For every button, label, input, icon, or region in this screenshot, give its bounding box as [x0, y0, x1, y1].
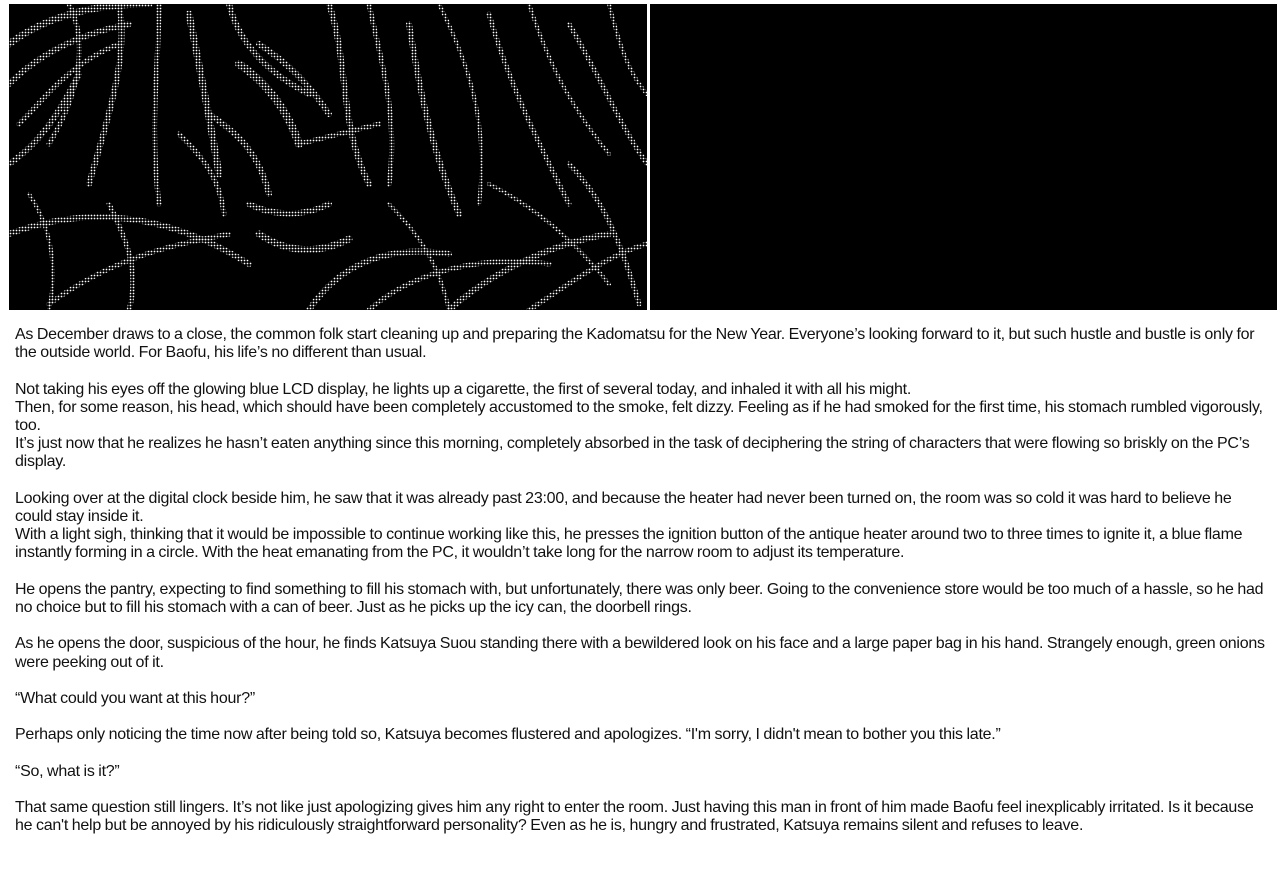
- story-paragraph: Looking over at the digital clock beside him, he saw that it was already past 23:00, and because the heater had never been turned on, the room was so cold it was hard to believe he could stay inside it.: [15, 489, 1232, 525]
- story-paragraph: Perhaps only noticing the time now after being told so, Katsuya becomes flustered and apologizes. “I'm sorry, I didn't mean to bother you this late.”: [15, 726, 1001, 744]
- story-paragraph: With a light sigh, thinking that it would be impossible to continue working like this, he presses the ignition button of the antique heater around two to three times to ignite it, a blue flame instantly forming in a circle. With the heat emanating from the PC, it wouldn’t take long for the narrow room to adjust its temperature.: [15, 526, 1243, 562]
- story-paragraph: That same question still lingers. It’s not like just apologizing gives him any right to enter the room. Just having this man in front of him made Baofu feel inexplicably irritated. Is it because he can't help but be annoyed by his ridiculously straightforward personality? Even as he is, hungry and frustrated, Katsuya remains silent and refuses to leave.: [15, 799, 1254, 835]
- dialogue-line: “What could you want at this hour?”: [15, 689, 255, 707]
- illustration-panels: [9, 4, 1277, 310]
- story-paragraph: As he opens the door, suspicious of the hour, he finds Katsuya Suou standing there with a bewildered look on his face and a large paper bag in his hand. Strangely enough, green onions were peeking out of it.: [15, 635, 1265, 671]
- dialogue-line: “So, what is it?”: [15, 762, 120, 780]
- story-paragraph: Not taking his eyes off the glowing blue LCD display, he lights up a cigarette, the first of several today, and inhaled it with all his might.: [15, 380, 912, 398]
- story-paragraph: He opens the pantry, expecting to find something to fill his stomach with, but unfortunately, there was only beer. Going to the convenience store would be too much of a hassle, so he had no choice but to fill his stomach with a can of beer. Just as he picks up the icy can, the doorbell rings.: [15, 580, 1264, 616]
- story-text: [15, 326, 1271, 836]
- story-paragraph: It’s just now that he realizes he hasn’t eaten anything since this morning, completely absorbed in the task of deciphering the string of characters that were flowing so briskly on the PC’s display.: [15, 435, 1250, 471]
- manga-panel-right-blank: [650, 4, 1277, 310]
- halftone-sketch-figure-smoking-icon: [9, 4, 647, 310]
- story-paragraph: Then, for some reason, his head, which should have been completely accustomed to the smoke, felt dizzy. Feeling as if he had smoked for the first time, his stomach rumbled vigorously, too.: [15, 398, 1263, 434]
- manga-panel-left: [9, 4, 647, 310]
- story-paragraph: As December draws to a close, the common folk start cleaning up and preparing the Kadomatsu for the New Year. Everyone’s looking forward to it, but such hustle and bustle is only for the outside world. For Baofu, his life’s no different than usual.: [15, 326, 1255, 362]
